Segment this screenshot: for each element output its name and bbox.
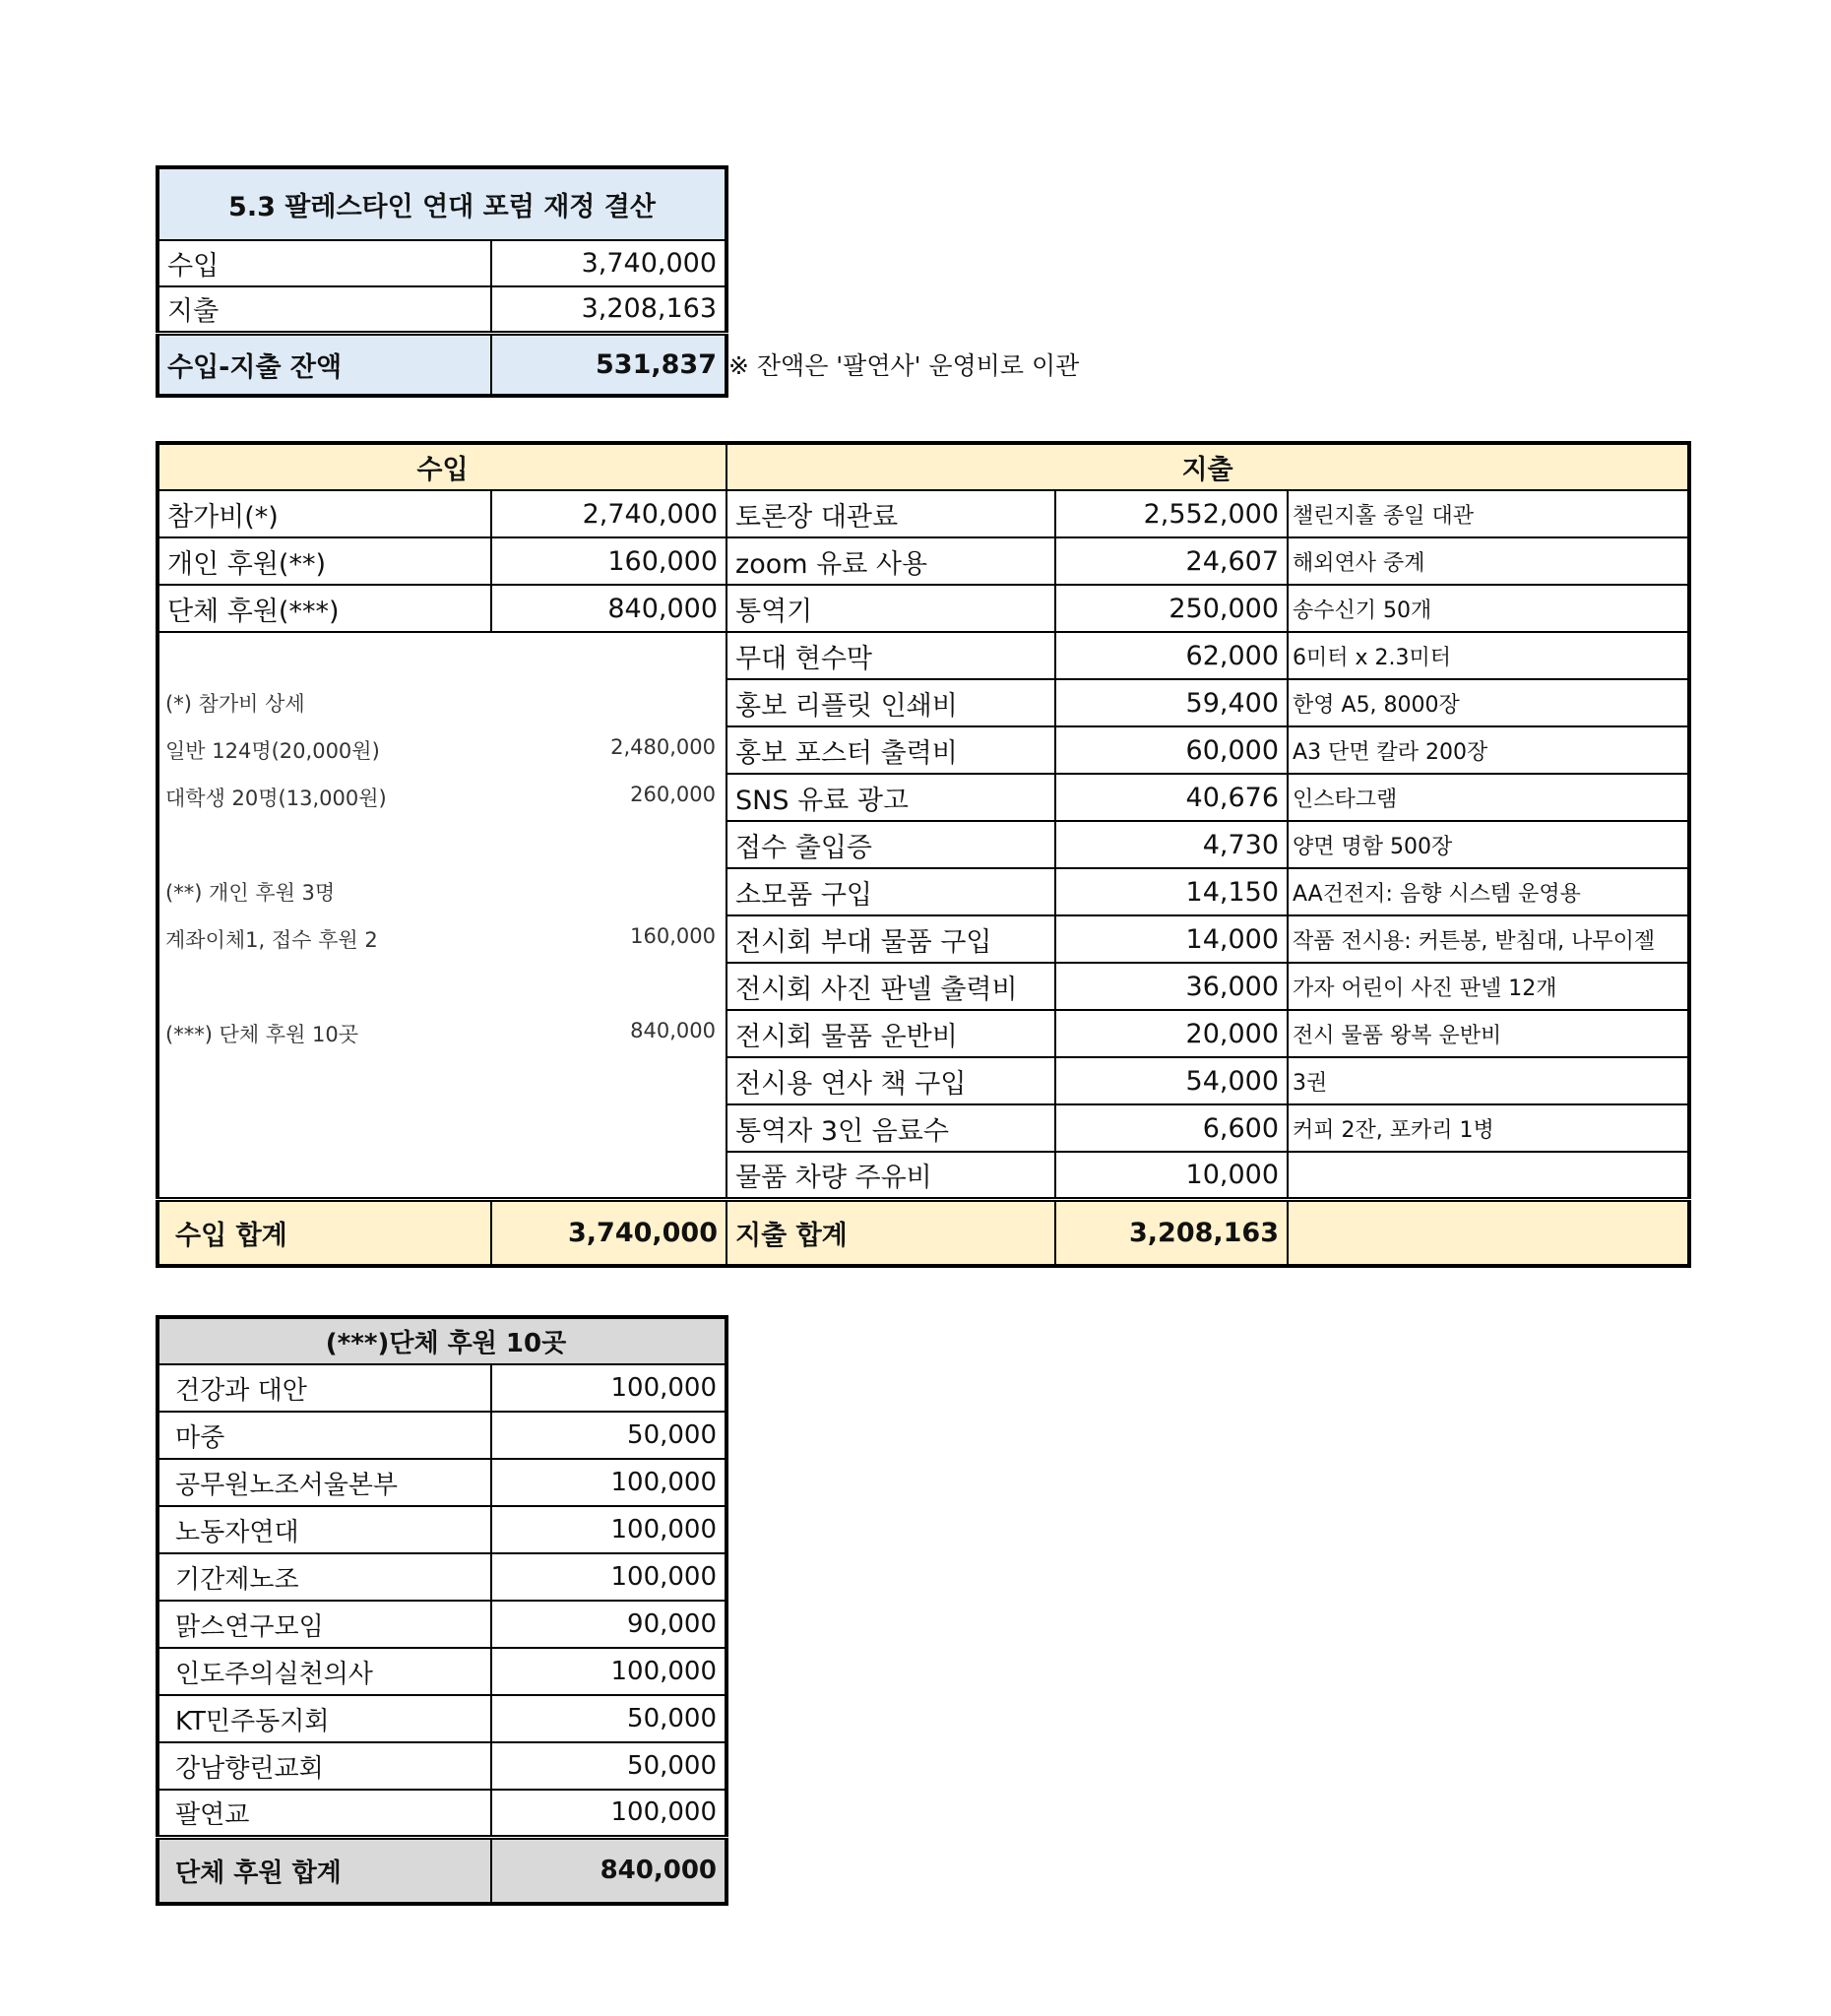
income-total-value: 3,740,000 xyxy=(491,1199,726,1266)
sponsor-amount: 100,000 xyxy=(491,1790,726,1837)
sponsor-name: 마중 xyxy=(158,1412,491,1459)
sponsor-name: 노동자연대 xyxy=(158,1506,491,1553)
expense-desc: 가자 어린이 사진 판넬 12개 xyxy=(1288,963,1689,1010)
sponsor-name: 기간제노조 xyxy=(158,1553,491,1601)
expense-item: 통역자 3인 음료수 xyxy=(726,1104,1055,1152)
sponsor-name: 건강과 대안 xyxy=(158,1364,491,1412)
expense-desc: 송수신기 50개 xyxy=(1288,585,1689,632)
expense-item: zoom 유료 사용 xyxy=(726,537,1055,585)
summary-balance-label: 수입-지출 잔액 xyxy=(158,333,491,396)
expense-desc: A3 단면 칼라 200장 xyxy=(1288,726,1689,774)
expense-amount: 14,150 xyxy=(1055,868,1288,915)
income-value: 160,000 xyxy=(491,537,726,585)
expense-desc: 해외연사 중계 xyxy=(1288,537,1689,585)
summary-expense-label: 지출 xyxy=(158,286,491,333)
sponsors-total-label: 단체 후원 합계 xyxy=(158,1837,491,1904)
detail-line: (***) 단체 후원 10곳 840,000 xyxy=(165,1019,717,1046)
expense-amount: 2,552,000 xyxy=(1055,490,1288,537)
detail-line: 대학생 20명(13,000원) 260,000 xyxy=(165,783,717,810)
expense-item: 무대 현수막 xyxy=(726,632,1055,679)
expense-item: 홍보 리플릿 인쇄비 xyxy=(726,679,1055,726)
expense-desc: 작품 전시용: 커튼봉, 받침대, 나무이젤 xyxy=(1288,915,1689,963)
income-label: 단체 후원(***) xyxy=(158,585,491,632)
expense-item: 물품 차량 주유비 xyxy=(726,1152,1055,1199)
expense-desc xyxy=(1288,1152,1689,1199)
sponsor-amount: 100,000 xyxy=(491,1506,726,1553)
expense-desc: 양면 명함 500장 xyxy=(1288,821,1689,868)
income-header: 수입 xyxy=(158,443,726,490)
expense-item: 전시회 물품 운반비 xyxy=(726,1010,1055,1057)
expense-item: 홍보 포스터 출력비 xyxy=(726,726,1055,774)
detail-line: (**) 개인 후원 3명 xyxy=(165,881,336,905)
sponsor-name: 강남향린교회 xyxy=(158,1742,491,1790)
summary-table xyxy=(156,165,728,398)
expense-amount: 250,000 xyxy=(1055,585,1288,632)
expense-desc: 챌린지홀 종일 대관 xyxy=(1288,490,1689,537)
expense-desc: 커피 2잔, 포카리 1병 xyxy=(1288,1104,1689,1152)
expense-item: 전시회 부대 물품 구입 xyxy=(726,915,1055,963)
expense-desc: 3권 xyxy=(1288,1057,1689,1104)
expense-amount: 24,607 xyxy=(1055,537,1288,585)
group-sponsors-table xyxy=(156,1315,728,1906)
expense-item: 토론장 대관료 xyxy=(726,490,1055,537)
expense-total-value: 3,208,163 xyxy=(1055,1199,1288,1266)
expense-desc: 전시 물품 왕복 운반비 xyxy=(1288,1010,1689,1057)
sponsor-amount: 50,000 xyxy=(491,1412,726,1459)
income-value: 840,000 xyxy=(491,585,726,632)
expense-item: 접수 출입증 xyxy=(726,821,1055,868)
expense-item: 소모품 구입 xyxy=(726,868,1055,915)
income-label: 개인 후원(**) xyxy=(158,537,491,585)
sponsors-title: (***)단체 후원 10곳 xyxy=(158,1317,726,1364)
expense-amount: 60,000 xyxy=(1055,726,1288,774)
expense-amount: 10,000 xyxy=(1055,1152,1288,1199)
expense-item: 전시회 사진 판넬 출력비 xyxy=(726,963,1055,1010)
income-total-label: 수입 합계 xyxy=(158,1199,491,1266)
sponsor-amount: 100,000 xyxy=(491,1459,726,1506)
income-label: 참가비(*) xyxy=(158,490,491,537)
sponsor-name: 공무원노조서울본부 xyxy=(158,1459,491,1506)
expense-desc: 6미터 x 2.3미터 xyxy=(1288,632,1689,679)
expense-amount: 59,400 xyxy=(1055,679,1288,726)
summary-income-label: 수입 xyxy=(158,240,491,286)
expense-total-label: 지출 합계 xyxy=(726,1199,1055,1266)
sponsor-amount: 90,000 xyxy=(491,1601,726,1648)
sponsor-amount: 100,000 xyxy=(491,1364,726,1412)
summary-balance-value: 531,837 xyxy=(491,333,726,396)
summary-expense-value: 3,208,163 xyxy=(491,286,726,333)
expense-desc: AA건전지: 음향 시스템 운영용 xyxy=(1288,868,1689,915)
summary-income-value: 3,740,000 xyxy=(491,240,726,286)
detail-line: 계좌이체1, 접수 후원 2 160,000 xyxy=(165,924,717,952)
income-value: 2,740,000 xyxy=(491,490,726,537)
sponsor-name: 맑스연구모임 xyxy=(158,1601,491,1648)
detail-line: (*) 참가비 상세 xyxy=(165,692,305,716)
expense-item: 전시용 연사 책 구입 xyxy=(726,1057,1055,1104)
expense-amount: 40,676 xyxy=(1055,774,1288,821)
sponsors-total-value: 840,000 xyxy=(491,1837,726,1904)
sponsor-name: 인도주의실천의사 xyxy=(158,1648,491,1695)
sponsor-amount: 50,000 xyxy=(491,1695,726,1742)
expense-amount: 20,000 xyxy=(1055,1010,1288,1057)
sponsor-amount: 100,000 xyxy=(491,1648,726,1695)
sponsor-amount: 100,000 xyxy=(491,1553,726,1601)
summary-title: 5.3 팔레스타인 연대 포럼 재정 결산 xyxy=(158,167,726,240)
income-expense-table xyxy=(156,441,1691,1268)
detail-line: 일반 124명(20,000원) 2,480,000 xyxy=(165,735,717,763)
expense-amount: 6,600 xyxy=(1055,1104,1288,1152)
expense-desc: 인스타그램 xyxy=(1288,774,1689,821)
expense-total-blank xyxy=(1288,1199,1689,1266)
expense-amount: 14,000 xyxy=(1055,915,1288,963)
expense-amount: 62,000 xyxy=(1055,632,1288,679)
expense-amount: 4,730 xyxy=(1055,821,1288,868)
expense-header: 지출 xyxy=(726,443,1689,490)
sponsor-name: 팔연교 xyxy=(158,1790,491,1837)
income-detail-panel xyxy=(158,632,726,1199)
expense-amount: 54,000 xyxy=(1055,1057,1288,1104)
expense-desc: 한영 A5, 8000장 xyxy=(1288,679,1689,726)
sponsor-amount: 50,000 xyxy=(491,1742,726,1790)
expense-item: SNS 유료 광고 xyxy=(726,774,1055,821)
expense-item: 통역기 xyxy=(726,585,1055,632)
expense-amount: 36,000 xyxy=(1055,963,1288,1010)
balance-note: ※ 잔액은 '팔연사' 운영비로 이관 xyxy=(728,351,1080,380)
sponsor-name: KT민주동지회 xyxy=(158,1695,491,1742)
